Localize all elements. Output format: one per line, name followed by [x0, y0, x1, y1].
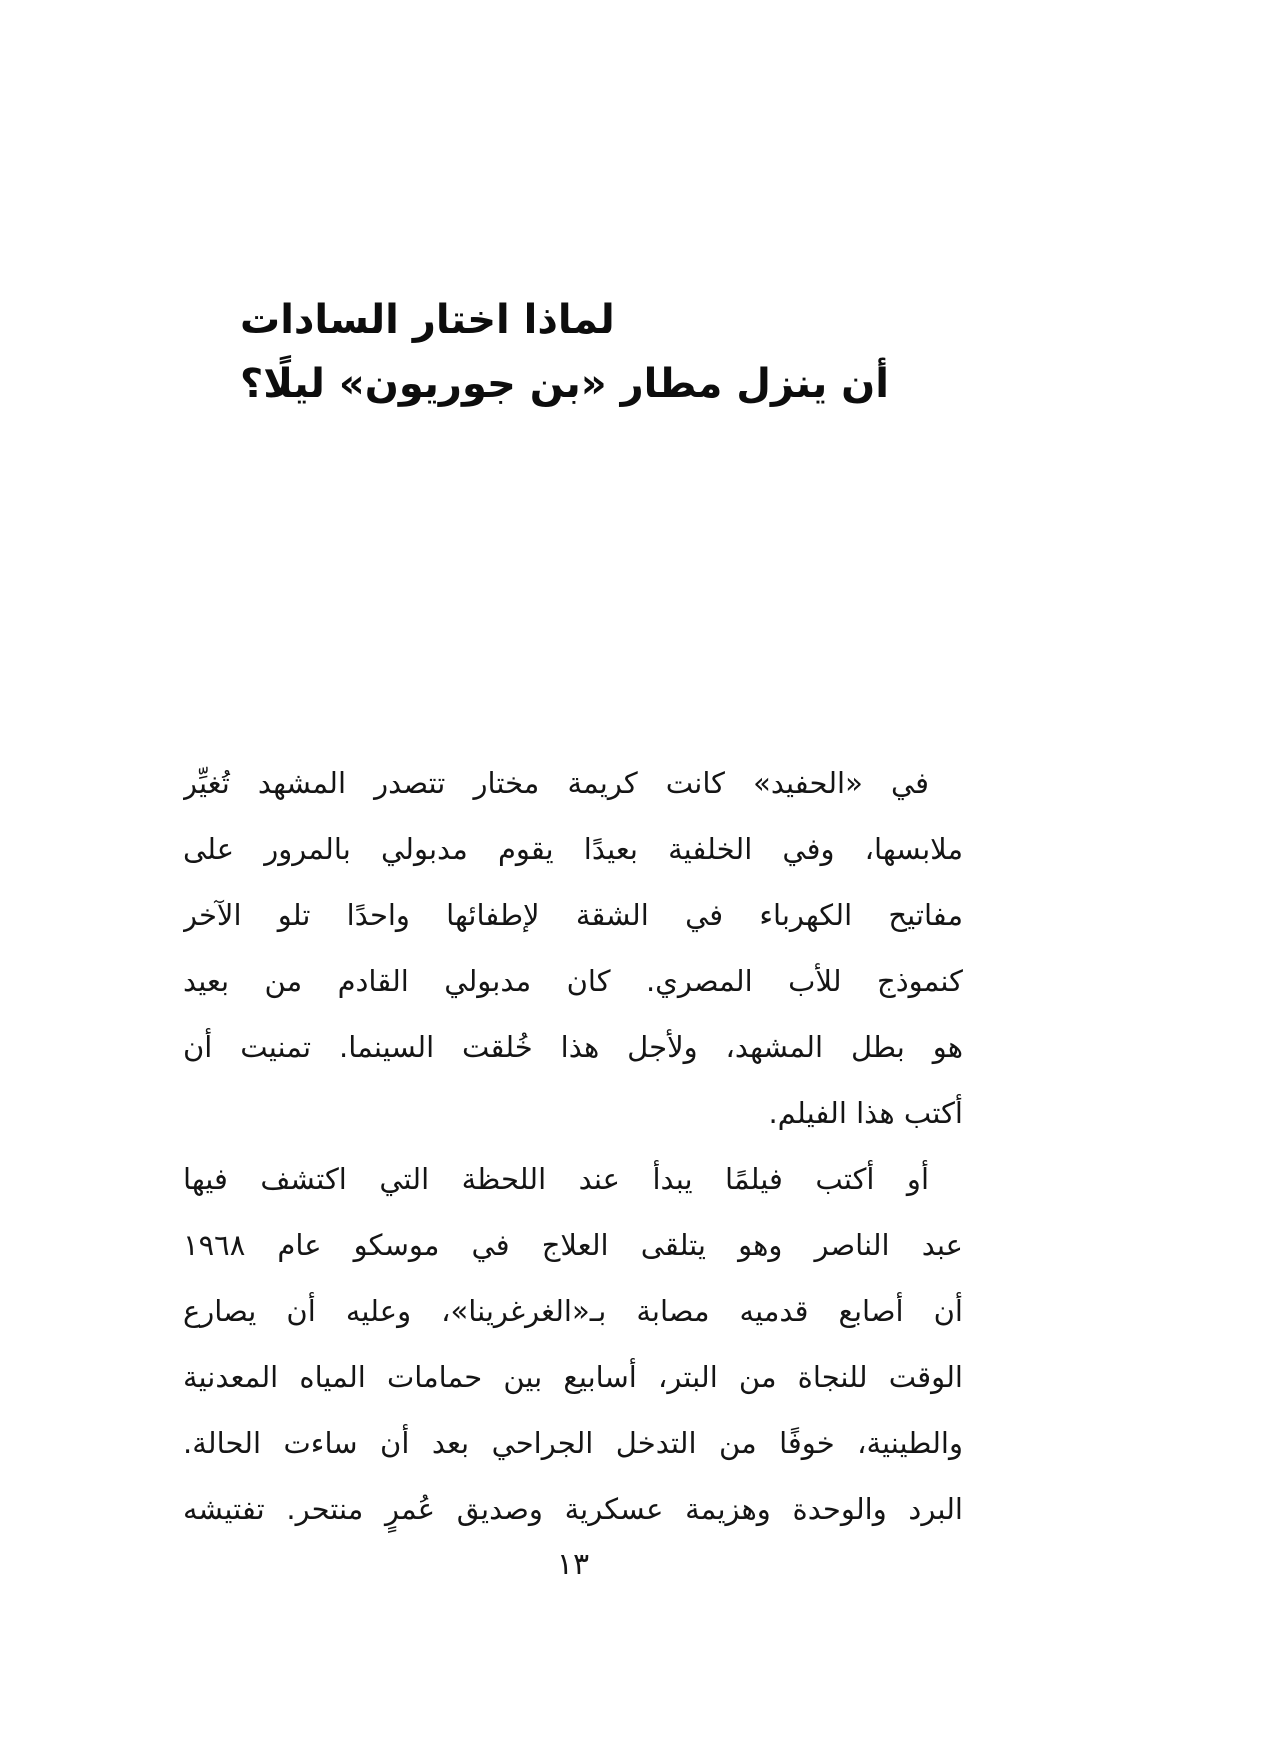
page-number: ١٣	[556, 1547, 590, 1582]
chapter-heading	[240, 288, 889, 416]
body-text	[183, 750, 963, 1542]
body-line: والطينية، خوفًا من التدخل الجراحي بعد أن ساءت الحالة.	[183, 1426, 963, 1460]
chapter-heading-line-1: لماذا اختار السادات	[240, 297, 615, 343]
body-line: في «الحفيد» كانت كريمة مختار تتصدر المشهد تُغيِّر	[183, 766, 929, 800]
body-line: البرد والوحدة وهزيمة عسكرية وصديق عُمرٍ منتحر. تفتيشه	[183, 1492, 963, 1526]
body-line: مفاتيح الكهرباء في الشقة لإطفائها واحدًا تلو الآخر	[183, 898, 963, 932]
body-line: أكتب هذا الفيلم.	[768, 1096, 963, 1130]
body-line: أن أصابع قدميه مصابة بـ«الغرغرينا»، وعليه أن يصارع	[183, 1294, 963, 1328]
body-line: الوقت للنجاة من البتر، أسابيع بين حمامات المياه المعدنية	[183, 1360, 963, 1394]
body-line: عبد الناصر وهو يتلقى العلاج في موسكو عام ١٩٦٨	[183, 1228, 963, 1262]
body-line: ملابسها، وفي الخلفية بعيدًا يقوم مدبولي بالمرور على	[183, 832, 963, 866]
body-line: أو أكتب فيلمًا يبدأ عند اللحظة التي اكتشف فيها	[183, 1162, 929, 1196]
body-line: كنموذج للأب المصري. كان مدبولي القادم من بعيد	[183, 964, 963, 998]
chapter-heading-line-2: أن ينزل مطار «بن جوريون» ليلًا؟	[240, 361, 889, 407]
body-line: هو بطل المشهد، ولأجل هذا خُلقت السينما. تمنيت أن	[183, 1030, 963, 1064]
